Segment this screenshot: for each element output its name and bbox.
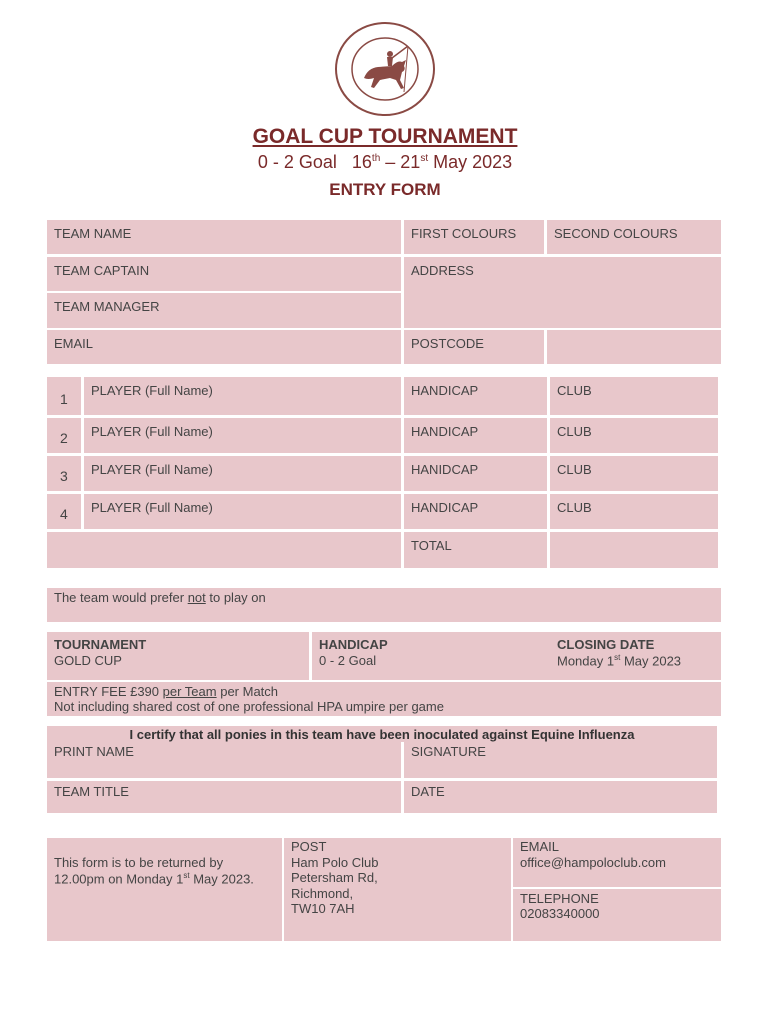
handicap-info-cell	[312, 632, 550, 680]
date-label: DATE	[411, 784, 445, 799]
print-name-label: PRINT NAME	[54, 744, 134, 759]
handicap-label: HANDICAP	[411, 424, 479, 439]
post-address-line: Ham Polo Club	[291, 855, 379, 870]
total-blank-cell	[47, 532, 401, 568]
postcode-field[interactable]	[547, 330, 721, 364]
team-captain-label: TEAM CAPTAIN	[54, 263, 150, 278]
handicap-label: HANIDCAP	[411, 462, 479, 477]
player-number: 1	[60, 391, 68, 407]
telephone-label: TELEPHONE	[520, 891, 599, 906]
player-name-field[interactable]	[84, 494, 401, 529]
team-title-label: TEAM TITLE	[54, 784, 129, 799]
signature-field[interactable]	[404, 742, 717, 778]
player-name-field[interactable]	[84, 418, 401, 453]
handicap-info-value: 0 - 2 Goal	[319, 653, 377, 668]
player-number-cell	[47, 494, 81, 529]
tournament-label: TOURNAMENT	[54, 637, 147, 652]
postcode-label-cell	[404, 330, 544, 364]
closing-date-cell	[550, 632, 721, 680]
tournament-dates: 0 - 2 Goal 16th – 21st May 2023	[257, 152, 513, 172]
total-field[interactable]	[550, 532, 718, 568]
second-colours-field[interactable]	[547, 220, 721, 254]
email-label: EMAIL	[54, 336, 94, 351]
club-label: CLUB	[557, 383, 592, 398]
handicap-field[interactable]	[404, 418, 547, 453]
post-address-cell	[284, 838, 511, 941]
player-number: 3	[60, 468, 68, 484]
certify-text: I certify that all ponies in this team have been inoculated against Equine Influenza	[129, 727, 635, 742]
umpire-note: Not including shared cost of one professional HPA umpire per game	[54, 699, 444, 714]
first-colours-field[interactable]	[404, 220, 544, 254]
team-manager-field[interactable]	[47, 293, 401, 328]
player-name-label: PLAYER (Full Name)	[91, 383, 213, 398]
telephone-number[interactable]: 02083340000	[520, 906, 600, 921]
entry-fee-line: ENTRY FEE £390 per Team per Match	[54, 684, 279, 699]
handicap-info-label: HANDICAP	[319, 637, 388, 652]
team-title-field[interactable]	[47, 781, 401, 813]
player-name-label: PLAYER (Full Name)	[91, 500, 213, 515]
certify-statement	[47, 726, 717, 742]
signature-label: SIGNATURE	[411, 744, 486, 759]
team-captain-field[interactable]	[47, 257, 401, 291]
page-title: GOAL CUP TOURNAMENT	[252, 125, 518, 148]
email-info-cell	[513, 838, 721, 887]
player-number: 2	[60, 430, 68, 446]
address-label: ADDRESS	[411, 263, 474, 278]
tournament-cell	[47, 632, 309, 680]
contact-email-label: EMAIL	[520, 839, 560, 854]
first-colours-label: FIRST COLOURS	[411, 226, 517, 241]
closing-date-value: Monday 1st May 2023	[557, 653, 682, 669]
return-line-1: This form is to be returned by	[54, 855, 224, 870]
club-field[interactable]	[550, 494, 718, 529]
club-field[interactable]	[550, 377, 718, 415]
post-address-line: Richmond,	[291, 886, 354, 901]
return-instructions-cell	[47, 838, 282, 941]
player-number: 4	[60, 506, 68, 522]
player-number-cell	[47, 418, 81, 453]
contact-email-link[interactable]: office@hampoloclub.com	[520, 855, 666, 870]
player-name-field[interactable]	[84, 377, 401, 415]
telephone-info-cell	[513, 889, 721, 941]
total-label-cell	[404, 532, 547, 568]
prefer-not-label: The team would prefer not to play on	[54, 590, 266, 605]
date-field[interactable]	[404, 781, 717, 813]
postcode-label: POSTCODE	[411, 336, 484, 351]
team-name-label: TEAM NAME	[54, 226, 132, 241]
post-address-line: Petersham Rd,	[291, 870, 378, 885]
post-label: POST	[291, 839, 327, 854]
player-name-label: PLAYER (Full Name)	[91, 462, 213, 477]
prefer-not-to-play-field[interactable]	[47, 588, 721, 622]
handicap-label: HANDICAP	[411, 500, 479, 515]
email-field[interactable]	[47, 330, 401, 364]
club-field[interactable]	[550, 456, 718, 491]
address-field[interactable]	[404, 257, 721, 328]
form-title: ENTRY FORM	[329, 180, 441, 199]
player-number-cell	[47, 377, 81, 415]
handicap-label: HANDICAP	[411, 383, 479, 398]
print-name-field[interactable]	[47, 742, 401, 778]
handicap-field[interactable]	[404, 456, 547, 491]
handicap-field[interactable]	[404, 377, 547, 415]
total-label: TOTAL	[411, 538, 452, 553]
handicap-field[interactable]	[404, 494, 547, 529]
club-label: CLUB	[557, 500, 592, 515]
club-label: CLUB	[557, 424, 592, 439]
player-number-cell	[47, 456, 81, 491]
entry-fee-cell	[47, 682, 721, 716]
team-name-field[interactable]	[47, 220, 401, 254]
club-logo	[334, 20, 436, 118]
second-colours-label: SECOND COLOURS	[554, 226, 678, 241]
closing-date-label: CLOSING DATE	[557, 637, 655, 652]
player-name-field[interactable]	[84, 456, 401, 491]
player-name-label: PLAYER (Full Name)	[91, 424, 213, 439]
club-label: CLUB	[557, 462, 592, 477]
tournament-value: GOLD CUP	[54, 653, 122, 668]
return-line-2: 12.00pm on Monday 1st May 2023.	[54, 871, 254, 887]
post-address-line: TW10 7AH	[291, 901, 355, 916]
club-field[interactable]	[550, 418, 718, 453]
team-manager-label: TEAM MANAGER	[54, 299, 160, 314]
